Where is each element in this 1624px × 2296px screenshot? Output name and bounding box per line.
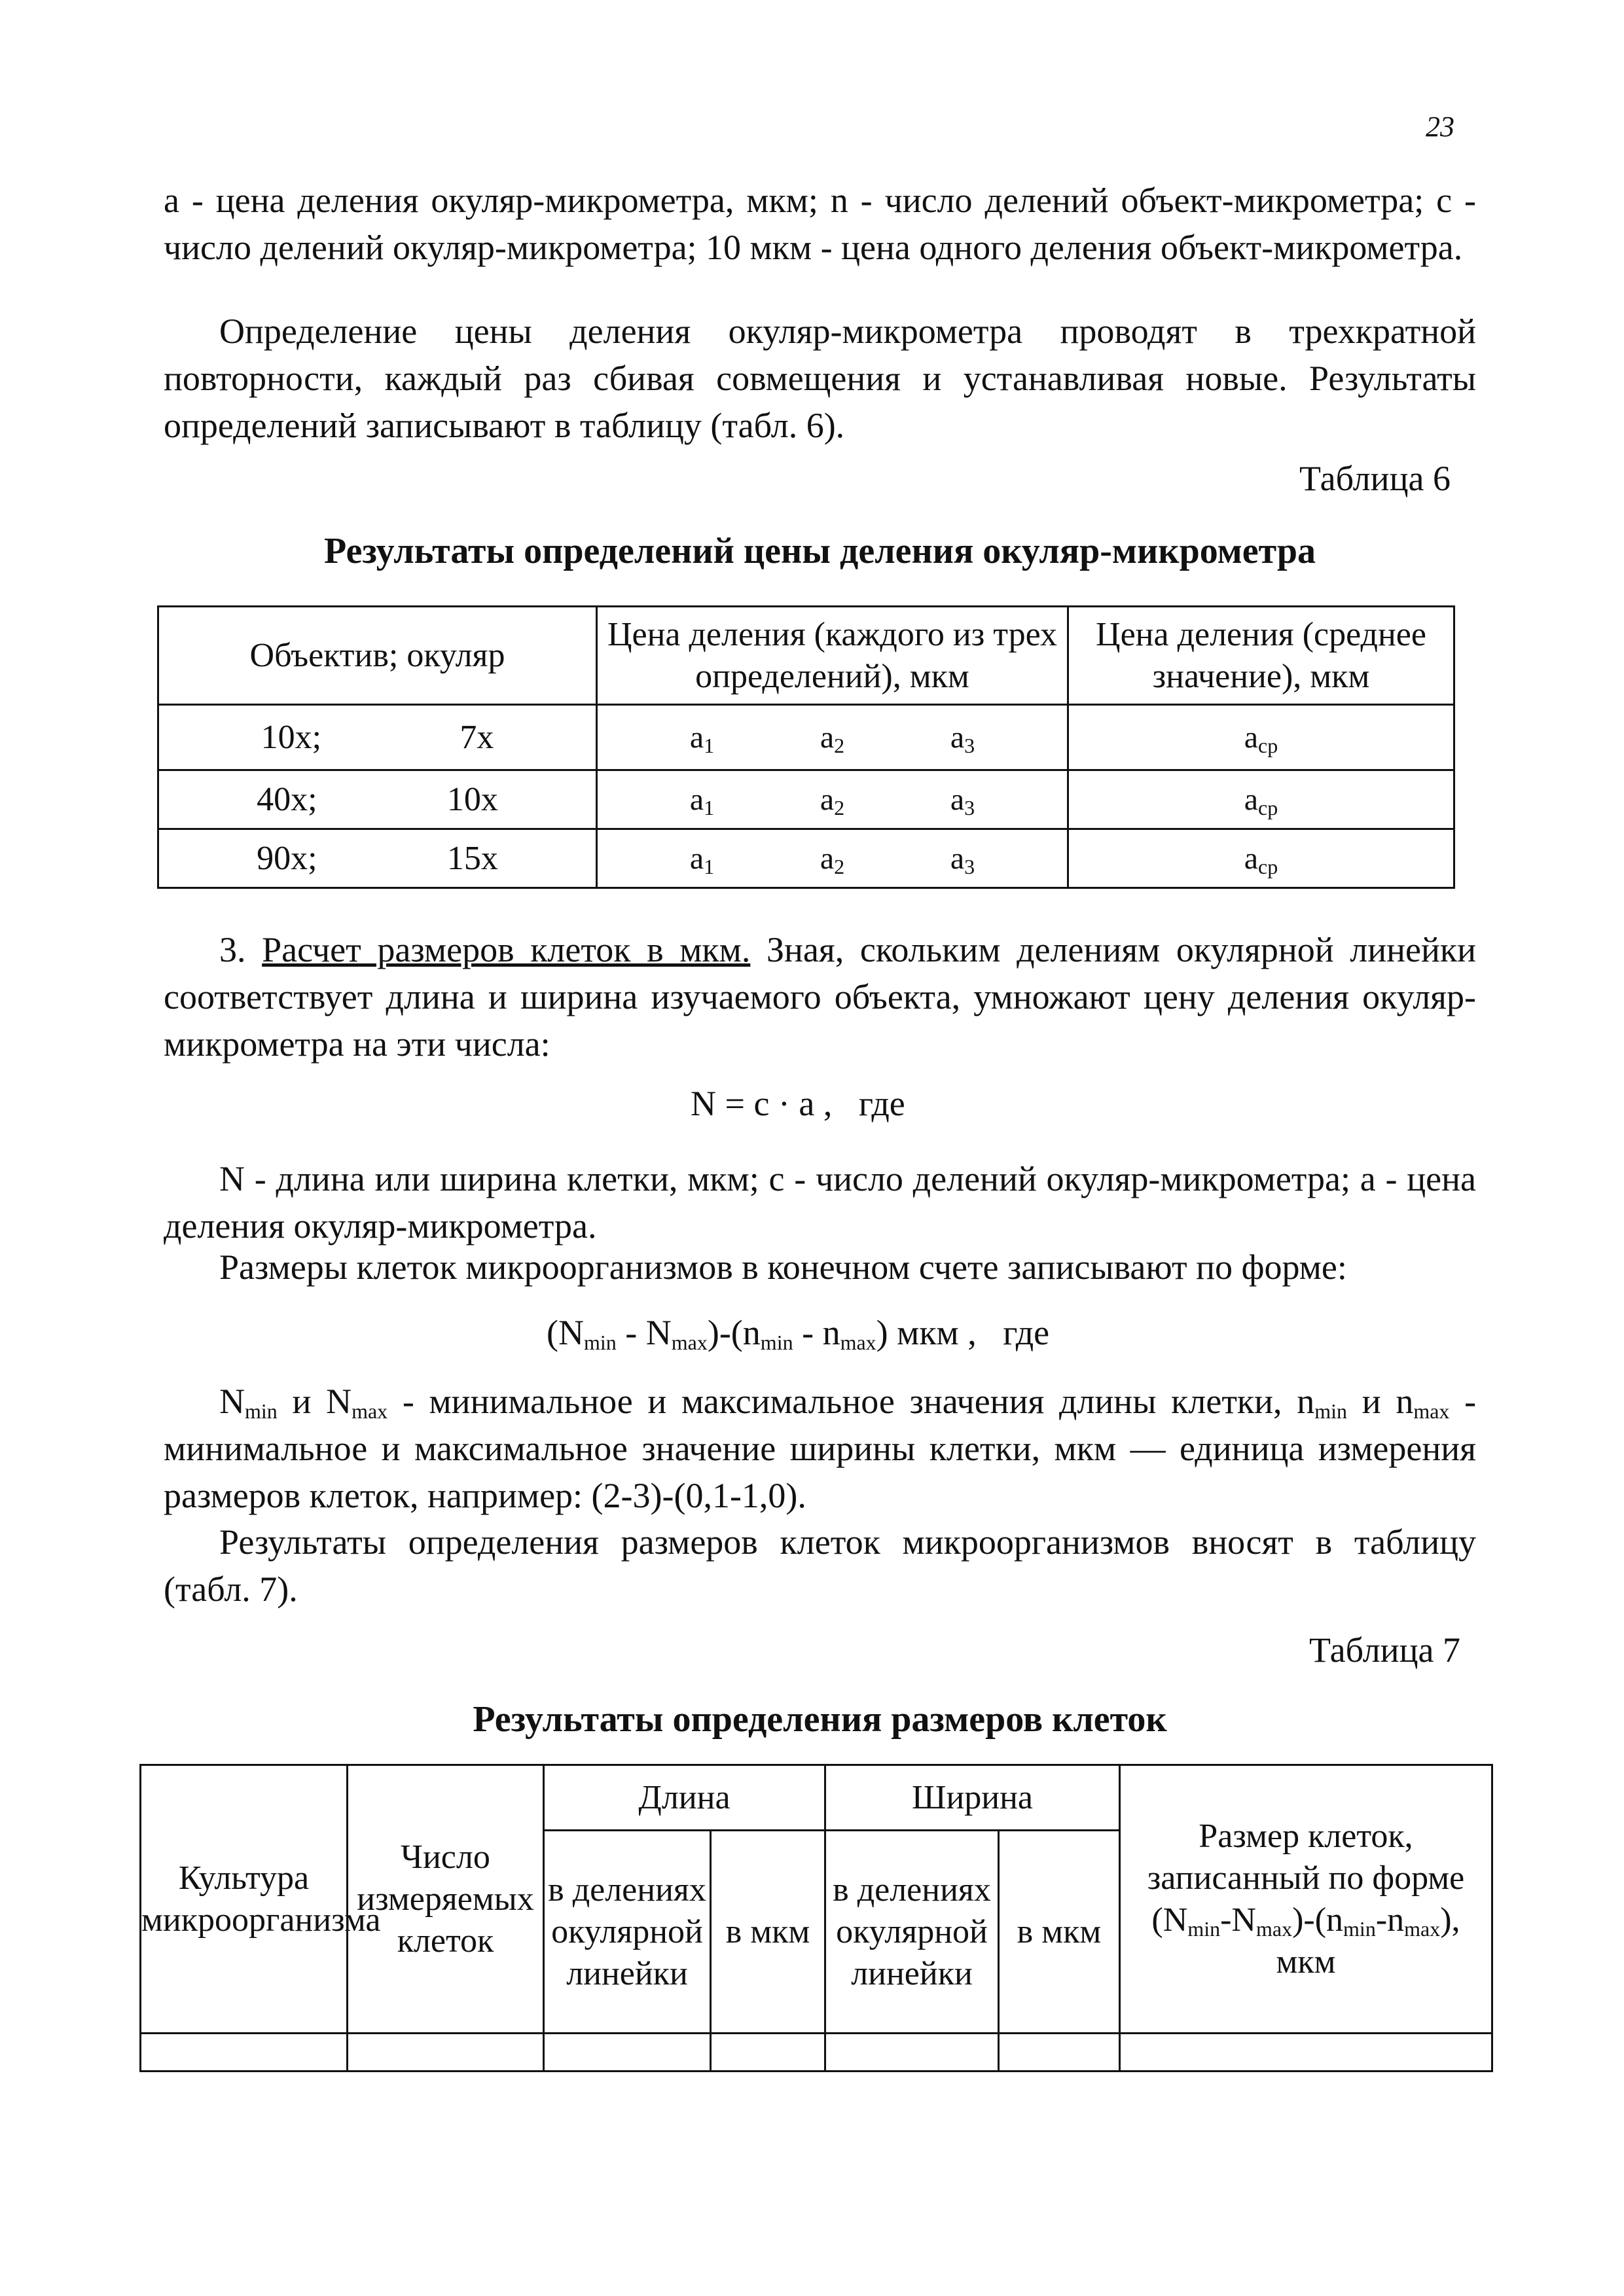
paragraph-results: Результаты определения размеров клеток микроорганизмов вносят в таблицу (табл. 7).	[164, 1522, 1476, 1609]
table7-sub-width-um: в мкм	[999, 1831, 1120, 2034]
objective-cell: 90х;	[257, 839, 317, 877]
a1-value: $a_1$	[689, 840, 715, 878]
ocular-cell: 15х	[446, 839, 498, 877]
a3-value: $a_3$	[950, 840, 975, 878]
table6-title: Результаты определений цены деления окуляр-микрометра	[324, 531, 1316, 571]
page-number: 23	[1426, 111, 1454, 143]
table7-header-size: Размер клеток, записанный по форме $(N_{min}-N_{max})-(n_{min}-n_{max})$, мкм	[1120, 1765, 1492, 2034]
formula-size-form: $(N_{min} - N_{max})-(n_{min} - n_{max})$ мкм , где	[547, 1313, 1050, 1354]
a1-value: $a_1$	[689, 719, 715, 757]
table-row	[141, 2034, 1492, 2072]
table7-header-count: Число измеряемых клеток	[348, 1765, 544, 2034]
a1-value: $a_1$	[689, 781, 715, 819]
paragraph-form: Размеры клеток микроорганизмов в конечном счете записывают по форме:	[219, 1247, 1347, 1287]
a2-value: $a_2$	[820, 781, 845, 819]
a2-value: $a_2$	[820, 840, 845, 878]
table7-header-width: Ширина	[825, 1765, 1120, 1831]
table6-header-avg: Цена деления (среднее значение), мкм	[1068, 607, 1454, 705]
a2-value: $a_2$	[820, 719, 845, 757]
table-row	[158, 705, 1454, 770]
formula-n-ca: N = c · a , где	[691, 1084, 905, 1123]
table6-header-each: Цена деления (каждого из трех определений), мкм	[597, 607, 1068, 705]
section3-heading: Расчет размеров клеток в мкм.	[262, 930, 751, 969]
table7-title: Результаты определения размеров клеток	[473, 1699, 1167, 1740]
table-row	[158, 770, 1454, 829]
objective-cell: 10х;	[261, 718, 322, 756]
table7-sub-length-um: в мкм	[711, 1831, 825, 2034]
ocular-cell: 7х	[460, 718, 494, 756]
avg-cell: $a_{ср}$	[1068, 705, 1454, 770]
avg-cell: $a_{ср}$	[1068, 829, 1454, 888]
ocular-cell: 10х	[446, 780, 498, 818]
table6	[157, 605, 1455, 889]
a3-value: $a_3$	[950, 719, 975, 757]
table7-header-length: Длина	[544, 1765, 825, 1831]
table-row	[158, 829, 1454, 888]
table7-sub-length-divisions: в делениях окулярной линейки	[544, 1831, 711, 2034]
table7	[139, 1764, 1493, 2072]
paragraph-min-max: $N_{min}$ и $N_{max}$ - минимальное и максимальное значения длины клетки, $n_{min}$ и $n_{max}$ - минимальное и максимальное значение ширины клетки, мкм — единица измерения размеров клеток, например: (2-3)-(0,1-1,0).	[164, 1382, 1477, 1515]
table7-label: Таблица 7	[1309, 1630, 1460, 1670]
paragraph-n-definition: N - длина или ширина клетки, мкм; с - число делений окуляр-микрометра; а - цена деления окуляр-микрометра.	[164, 1159, 1476, 1246]
a3-value: $a_3$	[950, 781, 975, 819]
table7-sub-width-divisions: в делениях окулярной линейки	[825, 1831, 999, 2034]
paragraph-procedure: Определение цены деления окуляр-микрометра проводят в трехкратной повторности, каждый раз сбивая совмещения и устанавливая новые. Результаты определений записывают в таблицу (табл. 6).	[164, 312, 1476, 445]
avg-cell: $a_{ср}$	[1068, 770, 1454, 829]
section3-paragraph: 3. Расчет размеров клеток в мкм. Зная, скольким делениям окулярной линейки соответствует длина и ширина изучаемого объекта, умножают цену деления окуляр-микрометра на эти числа:	[164, 930, 1476, 1064]
table6-label: Таблица 6	[1299, 459, 1451, 498]
objective-cell: 40х;	[257, 780, 317, 818]
table7-header-culture: Культура микроорганизма	[141, 1765, 348, 2034]
paragraph-definitions: a - цена деления окуляр-микрометра, мкм; n - число делений объект-микрометра; с - число делений окуляр-микрометра; 10 мкм - цена одного деления объект-микрометра.	[164, 181, 1476, 267]
table6-header-objective: Объектив; окуляр	[158, 607, 597, 705]
